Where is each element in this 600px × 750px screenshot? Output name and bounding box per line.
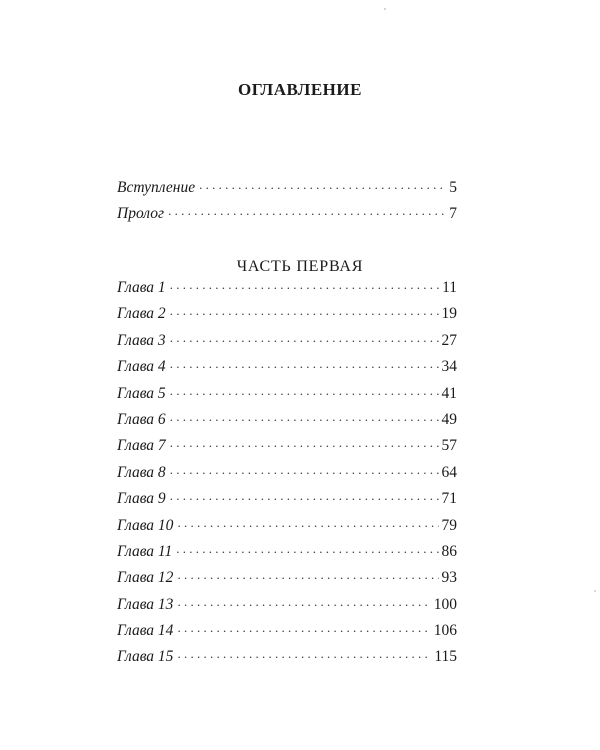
toc-entry-label: Глава 5 <box>117 384 166 402</box>
toc-entry-label: Глава 11 <box>117 542 173 560</box>
toc-entry[interactable] <box>117 331 457 357</box>
dot-leader <box>170 410 439 424</box>
front-matter-list <box>117 178 457 231</box>
toc-entry-page: 49 <box>441 410 457 428</box>
dot-leader <box>177 516 438 530</box>
dot-leader <box>177 621 430 635</box>
toc-entry-page: 100 <box>433 595 457 613</box>
toc-entry[interactable] <box>117 542 457 568</box>
toc-entry-page: 115 <box>434 648 457 666</box>
dot-leader <box>177 647 431 661</box>
toc-entry-label: Вступление <box>117 179 196 196</box>
toc-entry-label: Глава 12 <box>117 569 174 587</box>
dot-leader <box>170 357 439 371</box>
toc-entry-label: Глава 7 <box>117 437 166 455</box>
toc-entry-label: Глава 15 <box>117 648 174 666</box>
toc-entry-label: Глава 2 <box>117 305 166 323</box>
toc-entry-label: Глава 1 <box>117 279 166 296</box>
toc-entry[interactable] <box>117 568 457 594</box>
dot-leader <box>170 278 439 292</box>
toc-entry-page: 93 <box>441 569 457 587</box>
toc-entry[interactable] <box>117 278 457 304</box>
toc-entry-page: 27 <box>441 331 457 349</box>
dot-leader <box>170 331 439 345</box>
toc-entry[interactable] <box>117 489 457 515</box>
toc-entry-page: 86 <box>441 542 457 560</box>
page-title: ОГЛАВЛЕНИЕ <box>238 80 362 99</box>
toc-entry[interactable] <box>117 204 457 230</box>
toc-entry[interactable] <box>117 410 457 436</box>
toc-entry-label: Глава 9 <box>117 490 166 508</box>
toc-entry[interactable] <box>117 516 457 542</box>
scan-speck <box>384 8 386 10</box>
toc-entry-page: 57 <box>441 437 457 455</box>
scan-speck <box>594 590 596 592</box>
toc-entry-page: 11 <box>442 279 457 296</box>
toc-entry-page: 106 <box>433 622 457 640</box>
toc-entry-label: Глава 6 <box>117 410 166 428</box>
toc-entry-page: 71 <box>441 490 457 508</box>
toc-entry-label: Глава 8 <box>117 463 166 481</box>
toc-entry[interactable] <box>117 436 457 462</box>
dot-leader <box>170 436 439 450</box>
toc-entry-page: 41 <box>441 384 457 402</box>
dot-leader <box>170 463 439 477</box>
section-heading: ЧАСТЬ ПЕРВАЯ <box>236 258 364 275</box>
dot-leader <box>170 384 439 398</box>
toc-entry[interactable] <box>117 595 457 621</box>
toc-entry[interactable] <box>117 621 457 647</box>
dot-leader <box>176 542 438 556</box>
toc-entry-page: 5 <box>449 179 457 196</box>
dot-leader <box>170 304 439 318</box>
toc-entry-page: 79 <box>441 516 457 534</box>
toc-entry-label: Пролог <box>117 205 165 223</box>
toc-entry[interactable] <box>117 647 457 673</box>
toc-entry-page: 64 <box>441 463 457 481</box>
dot-leader <box>170 489 439 503</box>
toc-entry-label: Глава 4 <box>117 358 166 376</box>
dot-leader <box>199 178 446 192</box>
dot-leader <box>177 568 438 582</box>
toc-entry[interactable] <box>117 304 457 330</box>
toc-entry[interactable] <box>117 384 457 410</box>
chapter-list <box>117 278 457 674</box>
toc-entry[interactable] <box>117 178 457 204</box>
toc-entry[interactable] <box>117 463 457 489</box>
toc-entry-page: 34 <box>441 358 457 376</box>
toc-entry-label: Глава 13 <box>117 595 174 613</box>
toc-entry[interactable] <box>117 357 457 383</box>
toc-entry-label: Глава 3 <box>117 331 166 349</box>
toc-entry-label: Глава 14 <box>117 622 174 640</box>
toc-entry-page: 7 <box>449 205 457 223</box>
toc-entry-page: 19 <box>441 305 457 323</box>
dot-leader <box>177 595 430 609</box>
dot-leader <box>168 204 446 218</box>
toc-entry-label: Глава 10 <box>117 516 174 534</box>
